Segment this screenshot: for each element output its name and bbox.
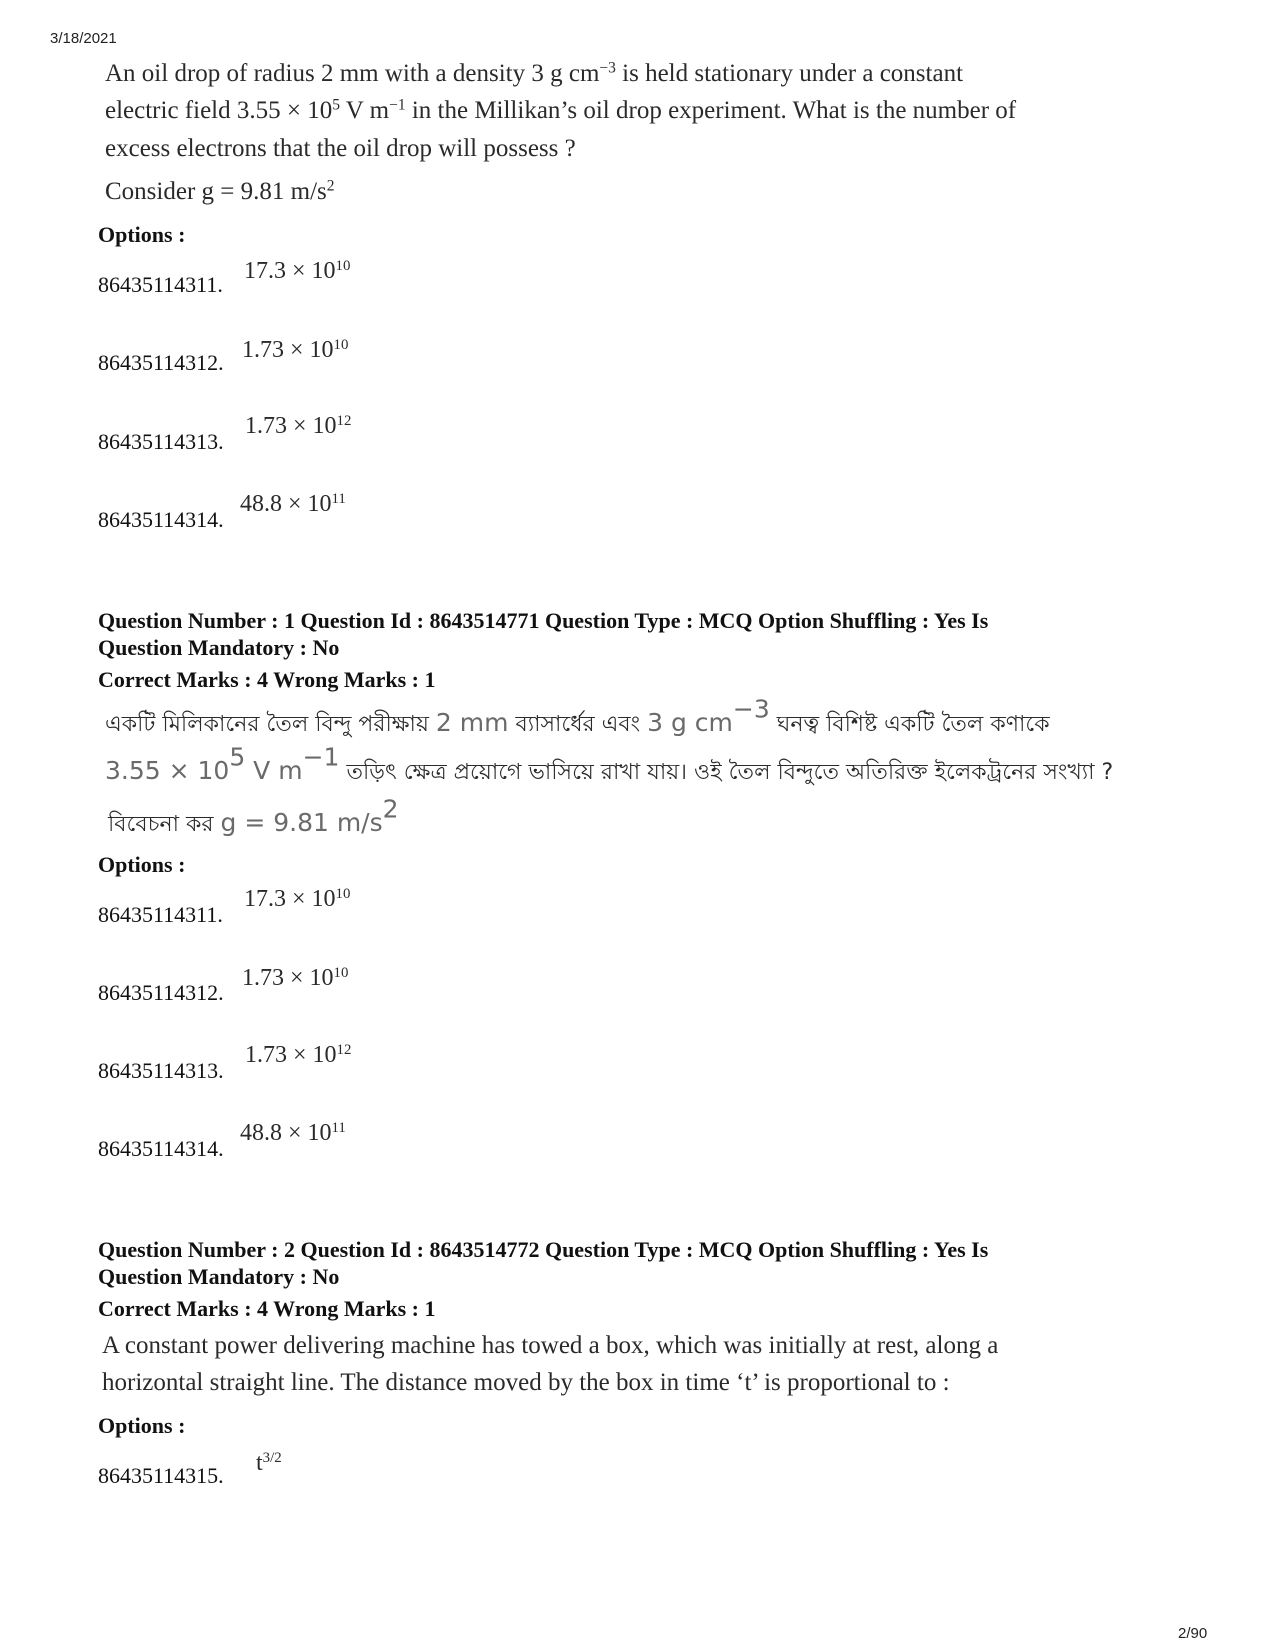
block0-options-label: Options : [98,222,186,247]
q1-option-2-id: 86435114312. [98,980,224,1005]
q1-bengali-line-1: একটি মিলিকানের তৈল বিন্দু পরীক্ষায় 2 mm ব্যাসার্ধের এবং 3 g $cm^{-3}$ ঘনত্ব বিশিষ্ট একটি তৈল কণাকে [105,694,1050,737]
q2-meta-line-1: Question Number : 2 Question Id : 8643514772 Question Type : MCQ Option Shuffling : Yes Is [98,1237,989,1262]
q1-options-label: Options : [98,852,186,877]
q1-meta-line-1: Question Number : 1 Question Id : 8643514771 Question Type : MCQ Option Shuffling : Yes Is [98,608,989,633]
block0-option-4-value: $48.8 \times 10^{11}$ [240,490,346,517]
q1-option-2-value: $1.73 \times 10^{10}$ [242,964,349,991]
block0-option-1-id: 86435114311. [98,272,223,297]
q1-meta-line-2: Question Mandatory : No [98,635,340,660]
q1-option-1-id: 86435114311. [98,902,223,927]
q2-marks: Correct Marks : 4 Wrong Marks : 1 [98,1296,436,1321]
q2-options-label: Options : [98,1413,186,1438]
block0-question-line-1: An oil drop of radius 2 mm with a density 3 g $cm^{-3}$ is held stationary under a constant [105,59,964,87]
block0-option-3-id: 86435114313. [98,429,224,454]
block0-question-line-2: electric field $3.55 \times 10^5$ V $m^{-1}$ in the Millikan’s oil drop experiment. What is the number of [105,96,1017,124]
block0-option-2-value: $1.73 \times 10^{10}$ [242,336,349,363]
block0-option-4-id: 86435114314. [98,507,224,532]
q2-meta-line-2: Question Mandatory : No [98,1264,340,1289]
q1-bengali-consider: বিবেচনা কর g = 9.81 $m/s^2$ [108,794,399,837]
q2-option-1-value: $t^{3/2}$ [256,1449,282,1476]
q2-question-line-1: A constant power delivering machine has towed a box, which was initially at rest, along a [102,1332,999,1359]
header-date: 3/18/2021 [50,30,117,47]
q1-marks: Correct Marks : 4 Wrong Marks : 1 [98,667,436,692]
q1-option-3-value: $1.73 \times 10^{12}$ [245,1041,352,1068]
q2-question-line-2: horizontal straight line. The distance moved by the box in time ‘t’ is proportional to : [102,1369,950,1396]
block0-consider-line: Consider g = 9.81 $m/s^2$ [105,177,335,205]
q2-option-1-id: 86435114315. [98,1463,224,1488]
q1-option-4-id: 86435114314. [98,1136,224,1161]
q1-bengali-line-2: $3.55 \times 10^5$ V $m^{-1}$ তড়িৎ ক্ষেত্র প্রয়োগে ভাসিয়ে রাখা যায়। ওই তৈল বিন্দুতে অতিরিক্ত ইলেকট্রনের সংখ্যা ? [105,742,1114,785]
block0-option-2-id: 86435114312. [98,350,224,375]
block0-question-line-3: excess electrons that the oil drop will possess ? [105,135,576,162]
block0-option-1-value: $17.3 \times 10^{10}$ [244,257,351,284]
q1-option-1-value: $17.3 \times 10^{10}$ [244,885,351,912]
q1-option-4-value: $48.8 \times 10^{11}$ [240,1119,346,1146]
q1-option-3-id: 86435114313. [98,1058,224,1083]
page-number: 2/90 [1178,1625,1208,1642]
block0-option-3-value: $1.73 \times 10^{12}$ [245,412,352,439]
